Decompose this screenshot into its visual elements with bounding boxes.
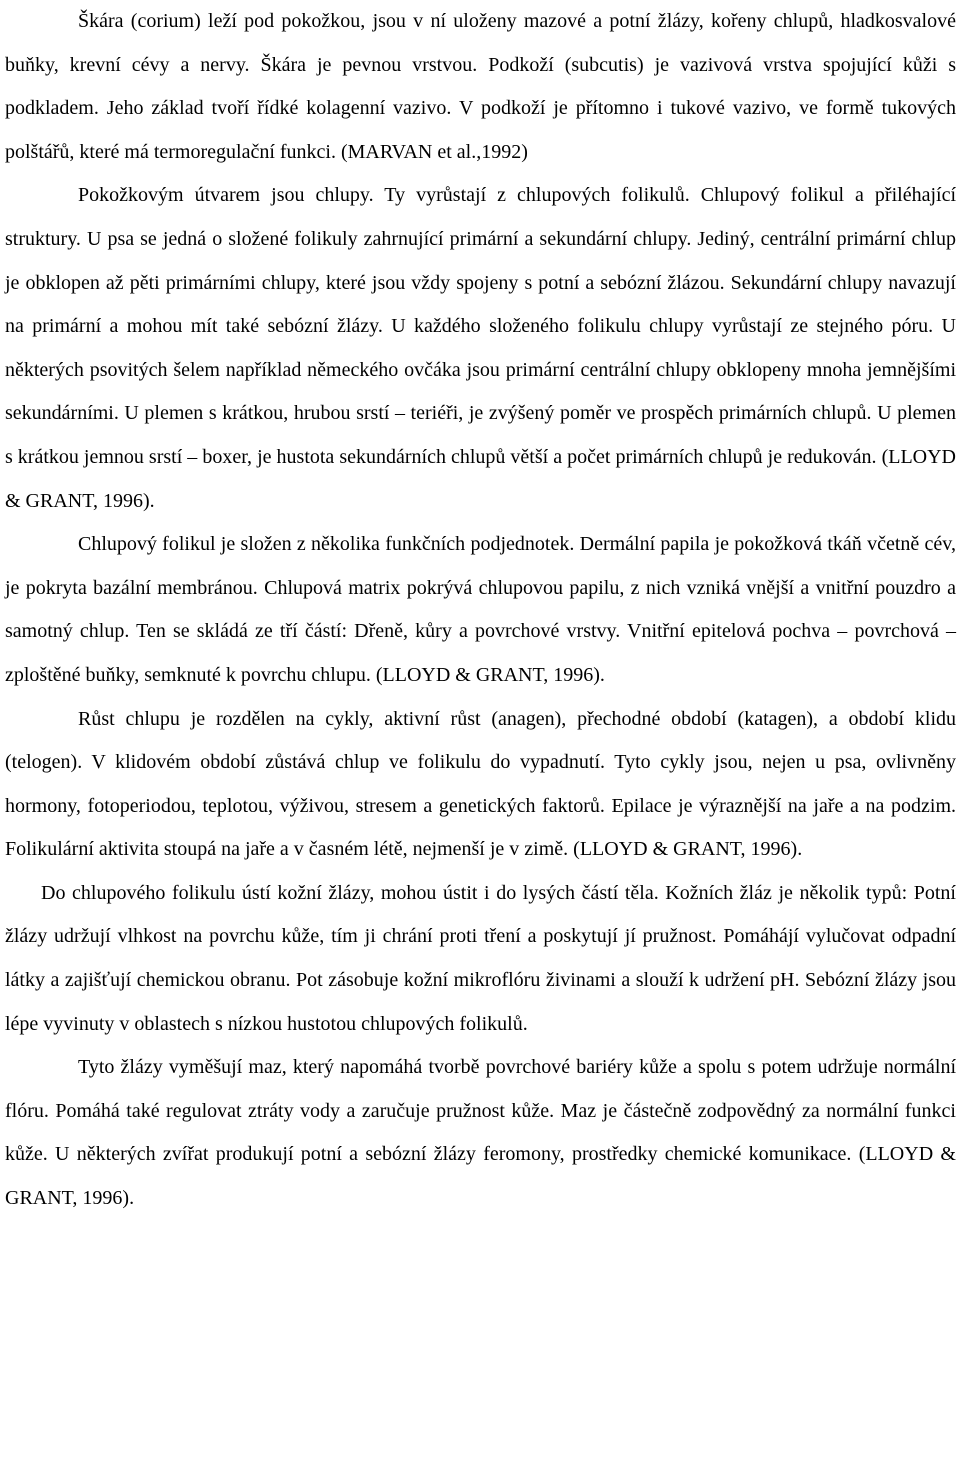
document-page (5, 0, 956, 1221)
paragraph-gland-secretion: Tyto žlázy vyměšují maz, který napomáhá tvorbě povrchové bariéry kůže a spolu s potem udržuje normální flóru. Pomáhá také regulovat ztráty vody a zaručuje pružnost kůže. Maz je částečně zodpovědný za normální funkci kůže. U některých zvířat produkují potní a sebózní žlázy feromony, prostředky chemické komunikace. (LLOYD & GRANT, 1996). (5, 1056, 956, 1210)
paragraph-follicle-structure: Chlupový folikul je složen z několika funkčních podjednotek. Dermální papila je pokožková tkáň včetně cév, je pokryta bazální membránou. Chlupová matrix pokrývá chlupovou papilu, z nich vzniká vnější a vnitřní pouzdro a samotný chlup. Ten se skládá ze tří částí: Dřeně, kůry a povrchové vrstvy. Vnitřní epitelová pochva – povrchová – zploštěné buňky, semknuté k povrchu chlupu. (LLOYD & GRANT, 1996). (5, 533, 956, 686)
paragraph-skin-layers: Škára (corium) leží pod pokožkou, jsou v ní uloženy mazové a potní žlázy, kořeny chlupů, hladkosvalové buňky, krevní cévy a nervy. Škára je pevnou vrstvou. Podkoží (subcutis) je vazivová vrstva spojující kůži s podkladem. Jeho základ tvoří řídké kolagenní vazivo. V podkoží je přítomno i tukové vazivo, ve formě tukových polštářů, které má termoregulační funkci. (MARVAN et al.,1992) (5, 10, 956, 163)
paragraph-skin-glands: Do chlupového folikulu ústí kožní žlázy, mohou ústit i do lysých částí těla. Kožních žláz je několik typů: Potní žlázy udržují vlhkost na povrchu kůže, tím ji chrání proti tření a poskytují jí pružnost. Pomáhájí vylučovat odpadní látky a zajišťují chemickou obranu. Pot zásobuje kožní mikroflóru živinami a slouží k udržení pH. Sebózní žlázy jsou lépe vyvinuty v oblastech s nízkou hustotou chlupových folikulů. (5, 881, 956, 1035)
paragraph-hair-follicles: Pokožkovým útvarem jsou chlupy. Ty vyrůstají z chlupových folikulů. Chlupový folikul a přiléhající struktury. U psa se jedná o složené folikuly zahrnující primární a sekundární chlupy. Jediný, centrální primární chlup je obklopen až pěti primárními chlupy, které jsou vždy spojeny s potní a sebózní žlázou. Sekundární chlupy navazují na primární a mohou mít také sebózní žlázy. U každého složeného folikulu chlupy vyrůstají ze stejného póru. U některých psovitých šelem například německého ovčáka jsou primární centrální chlupy obklopeny mnoha jemnějšími sekundárními. U plemen s krátkou, hrubou srstí – teriéři, je zvýšený poměr ve prospěch primárních chlupů. U plemen s krátkou jemnou srstí – boxer, je hustota sekundárních chlupů větší a počet primárních chlupů je redukován. (LLOYD & GRANT, 1996). (5, 184, 956, 512)
paragraph-hair-growth: Růst chlupu je rozdělen na cykly, aktivní růst (anagen), přechodné období (katagen), a období klidu (telogen). V klidovém období zůstává chlup ve folikulu do vypadnutí. Tyto cykly jsou, nejen u psa, ovlivněny hormony, fotoperiodou, teplotou, výživou, stresem a genetických faktorů. Epilace je výraznější na jaře a na podzim. Folikulární aktivita stoupá na jaře a v časném létě, nejmenší je v zimě. (LLOYD & GRANT, 1996). (5, 707, 956, 861)
